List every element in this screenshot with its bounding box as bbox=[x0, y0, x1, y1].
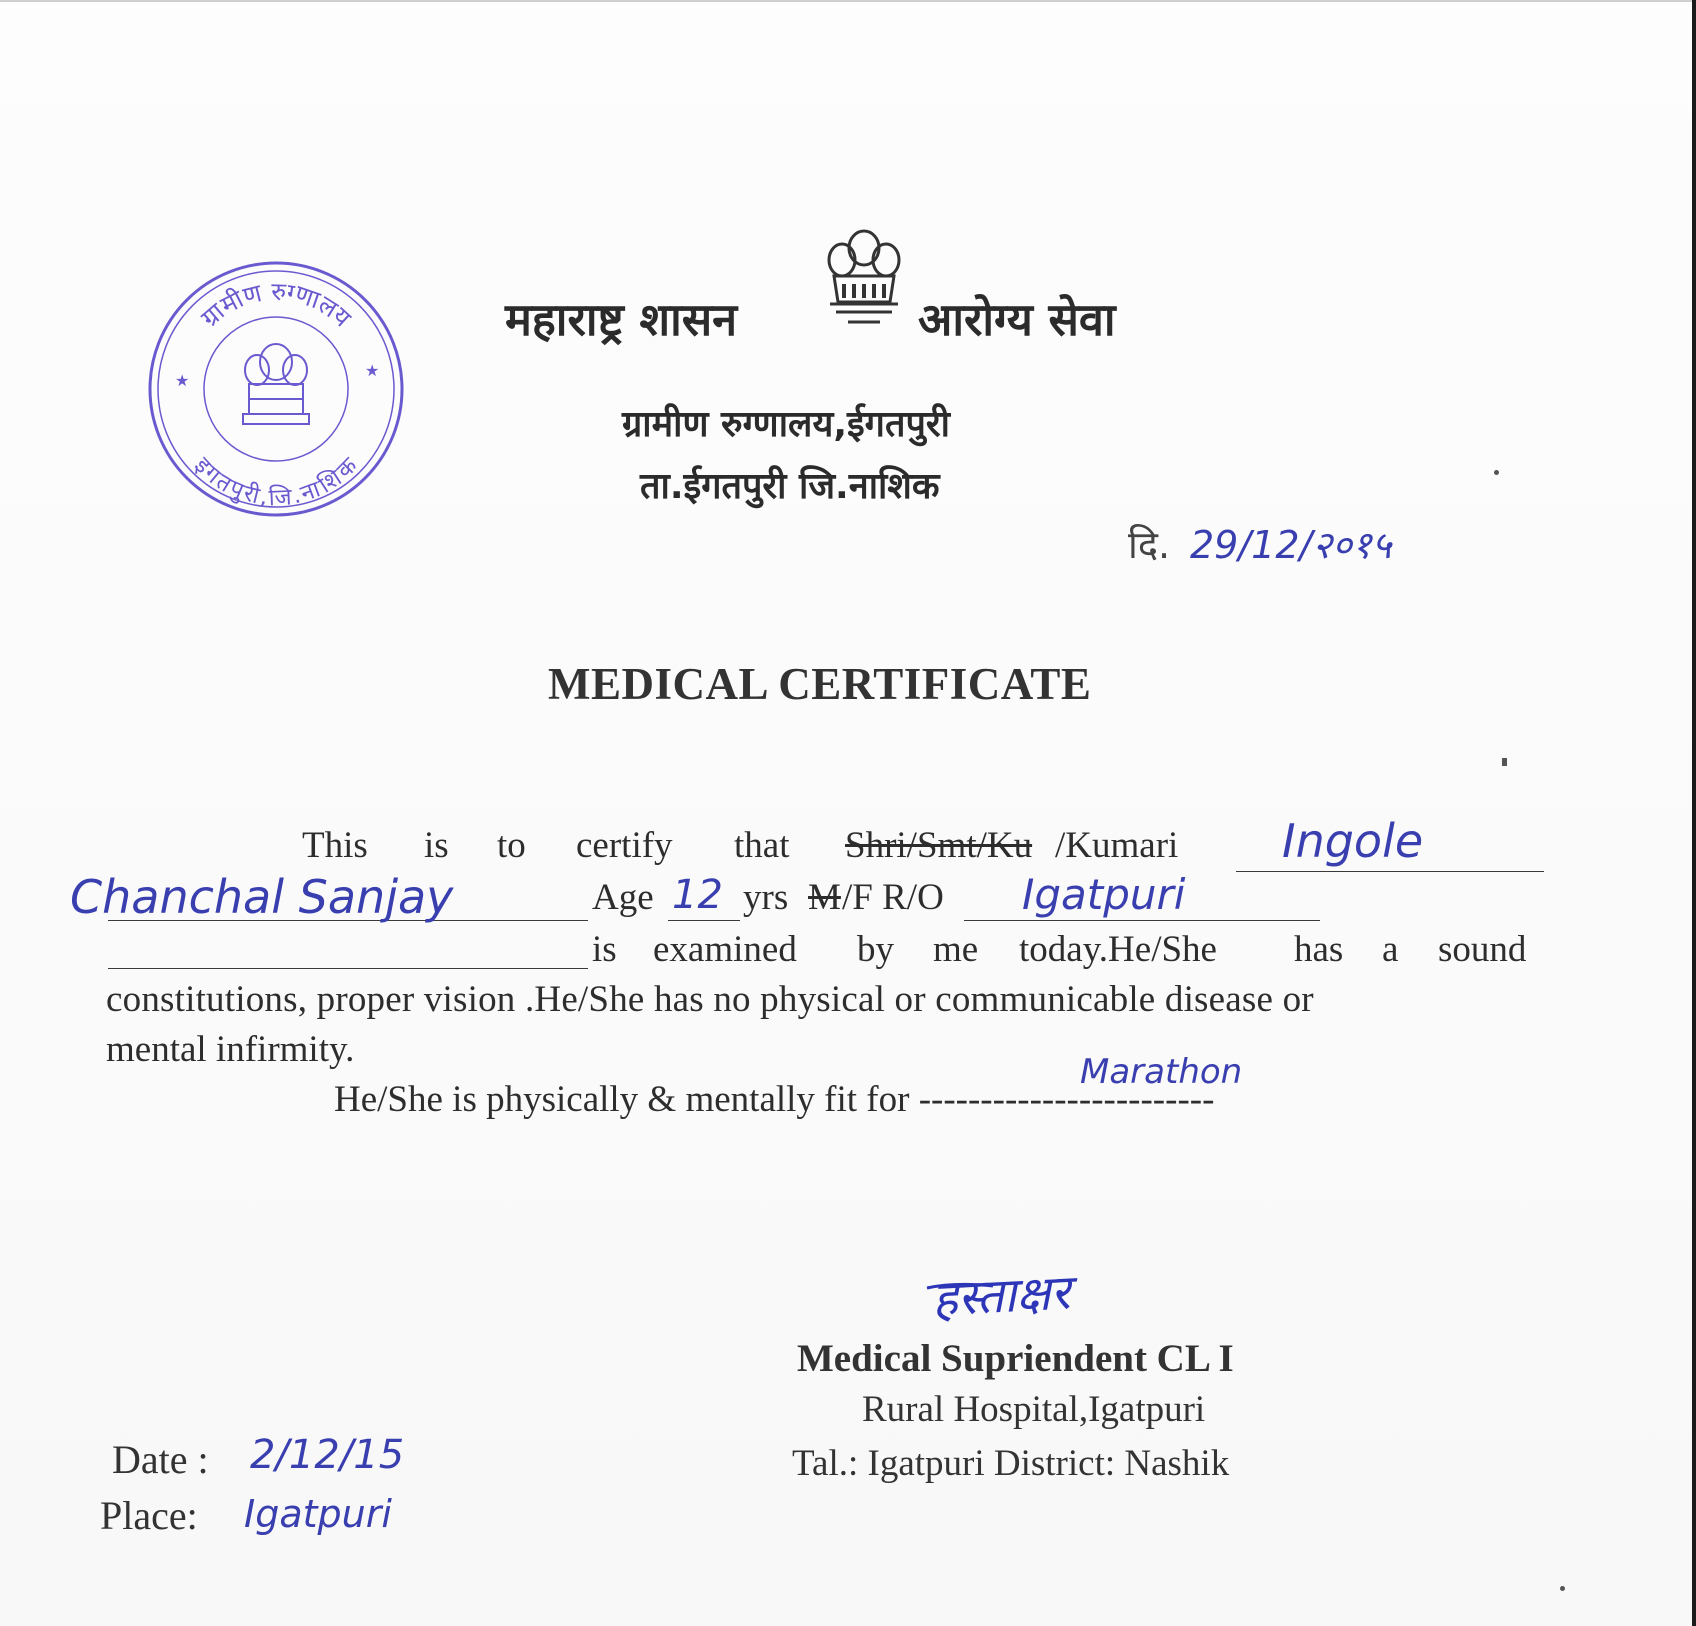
word-this: This bbox=[302, 825, 368, 866]
scan-right-edge bbox=[1692, 0, 1696, 1626]
stamp-bottom-text: इगतपुरी,जि.नाशिक bbox=[189, 452, 363, 512]
scan-speck bbox=[1502, 758, 1507, 766]
svg-text:★: ★ bbox=[365, 363, 380, 380]
footer-date-label: Date : bbox=[112, 1437, 209, 1482]
word-to: to bbox=[497, 825, 526, 866]
department-left: महाराष्ट्र शासन bbox=[505, 293, 738, 346]
word-is-2: is bbox=[592, 929, 617, 970]
fit-for-statement: He/She is physically & mentally fit for ------------------------ bbox=[334, 1079, 1215, 1120]
issue-date-label: दि. bbox=[1128, 523, 1171, 567]
word-has: has bbox=[1294, 929, 1344, 970]
signature: हस्ताक्षर bbox=[930, 1264, 1072, 1328]
word-is: is bbox=[424, 825, 449, 866]
filled-purpose: Marathon bbox=[1080, 1052, 1243, 1092]
word-today-he-she: today.He/She bbox=[1019, 929, 1217, 970]
sex-ro-label: /F R/O bbox=[842, 877, 944, 918]
signatory-district: Tal.: Igatpuri District: Nashik bbox=[792, 1443, 1230, 1484]
address-field-line bbox=[108, 968, 588, 969]
hospital-stamp bbox=[145, 258, 407, 520]
scan-top-edge bbox=[0, 0, 1696, 2]
sex-m-struck: M bbox=[808, 877, 841, 918]
surname-field-line bbox=[1236, 871, 1544, 872]
filled-name: Chanchal Sanjay bbox=[70, 870, 454, 924]
word-kumari: /Kumari bbox=[1055, 825, 1179, 866]
word-me: me bbox=[933, 929, 979, 970]
svg-text:★: ★ bbox=[175, 373, 190, 390]
yrs-label: yrs bbox=[743, 877, 789, 918]
word-examined: examined bbox=[653, 929, 797, 970]
struck-titles: Shri/Smt/Ku bbox=[845, 825, 1033, 866]
scan-speck bbox=[1560, 1586, 1565, 1591]
hospital-address-hindi: ता.ईगतपुरी जि.नाशिक bbox=[640, 466, 940, 507]
hospital-name-hindi: ग्रामीण रुग्णालय,ईगतपुरी bbox=[622, 404, 950, 445]
filled-age: 12 bbox=[672, 872, 723, 918]
word-sound: sound bbox=[1438, 929, 1527, 970]
word-certify: certify bbox=[576, 825, 673, 866]
certificate-title: MEDICAL CERTIFICATE bbox=[548, 659, 1092, 709]
department-right: आरोग्य सेवा bbox=[918, 293, 1116, 346]
age-label: Age bbox=[592, 877, 654, 918]
national-emblem-icon bbox=[818, 226, 910, 330]
scan-speck bbox=[1494, 470, 1499, 475]
signature-flourish bbox=[925, 1280, 995, 1294]
footer-place-label: Place: bbox=[100, 1493, 198, 1538]
word-by: by bbox=[857, 929, 894, 970]
signatory-hospital: Rural Hospital,Igatpuri bbox=[862, 1389, 1206, 1430]
word-a: a bbox=[1382, 929, 1399, 970]
body-line-constitutions: constitutions, proper vision .He/She has no physical or communicable disease or bbox=[106, 979, 1314, 1020]
filled-residence: Igatpuri bbox=[1022, 870, 1186, 919]
issue-date-value: 29/12/२०१५ bbox=[1190, 523, 1392, 567]
residence-field-line bbox=[964, 920, 1320, 921]
footer-place-value: Igatpuri bbox=[244, 1492, 392, 1536]
stamp-top-text: ग्रामीण रुग्णालय bbox=[195, 276, 357, 333]
signatory-title: Medical Supriendent CL I bbox=[797, 1337, 1234, 1380]
filled-surname: Ingole bbox=[1282, 814, 1424, 868]
age-field-line bbox=[668, 920, 740, 921]
word-that: that bbox=[734, 825, 790, 866]
footer-date-value: 2/12/15 bbox=[250, 1432, 405, 1478]
body-line-infirmity: mental infirmity. bbox=[106, 1029, 355, 1070]
